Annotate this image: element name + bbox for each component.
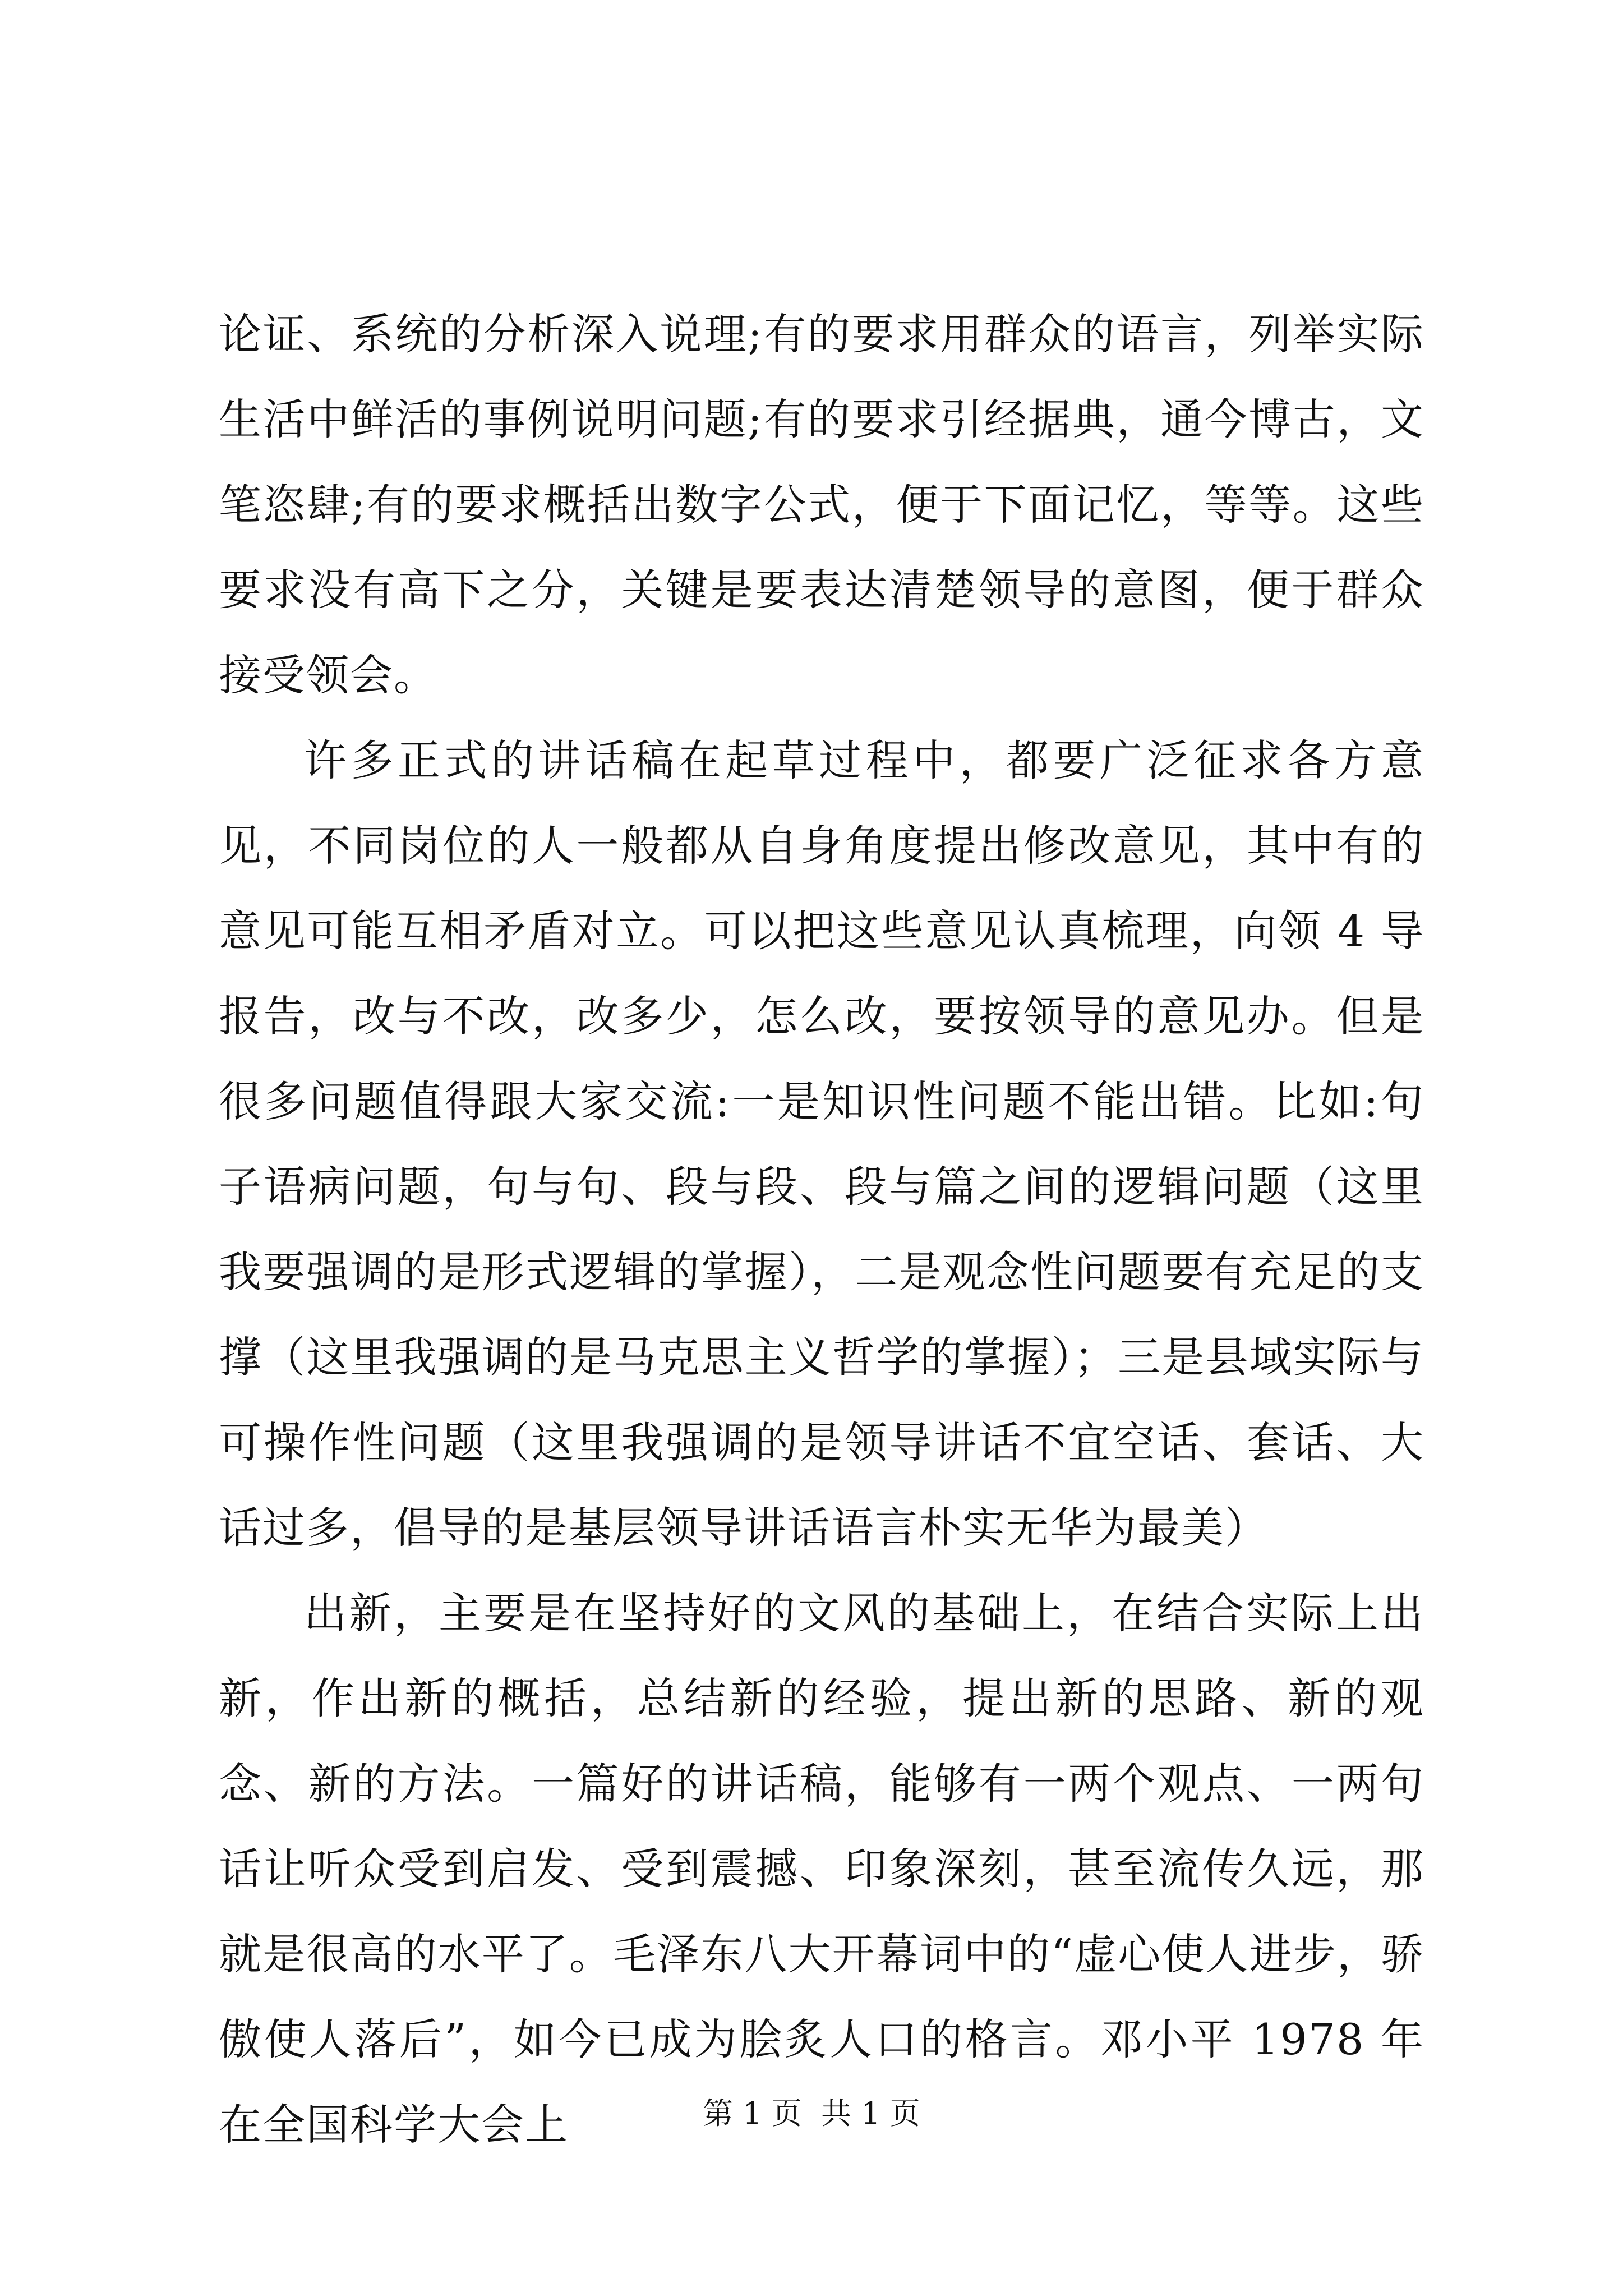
paragraph-innovation: 出新，主要是在坚持好的文风的基础上，在结合实际上出新，作出新的概括，总结新的经验，提出新的思路、新的观念、新的方法。一篇好的讲话稿，能够有一两个观点、一两句话让听众受到启发、受到震撼、印象深刻，甚至流传久远，那就是很高的水平了。毛泽东八大开幕词中的“虚心使人进步，骄傲使人落后”，如今已成为脍炙人口的格言。邓小平 1978 年在全国科学大会上 [219, 1588, 1424, 2150]
page-number: 第 1 页 共 1 页 [703, 2096, 920, 2131]
body-text [219, 292, 1424, 2168]
page-footer [0, 2091, 1623, 2136]
paragraph-continuation: 论证、系统的分析深入说理;有的要求用群众的语言，列举实际生活中鲜活的事例说明问题;有的要求引经据典，通今博古，文笔恣肆;有的要求概括出数字公式，便于下面记忆，等等。这些要求没有高下之分，关键是要表达清楚领导的意图，便于群众接受领会。 [219, 309, 1424, 700]
paragraph-revision-opinions: 许多正式的讲话稿在起草过程中，都要广泛征求各方意见，不同岗位的人一般都从自身角度提出修改意见，其中有的意见可能互相矛盾对立。可以把这些意见认真梳理，向领 4 导报告，改与不改，改多少，怎么改，要按领导的意见办。但是很多问题值得跟大家交流:一是知识性问题不能出错。比如:句子语病问题，句与句、段与段、段与篇之间的逻辑问题（这里我要强调的是形式逻辑的掌握），二是观念性问题要有充足的支撑（这里我强调的是马克思主义哲学的掌握）；三是县域实际与可操作性问题（这里我强调的是领导讲话不宜空话、套话、大话过多，倡导的是基层领导讲话语言朴实无华为最美） [219, 735, 1424, 1553]
